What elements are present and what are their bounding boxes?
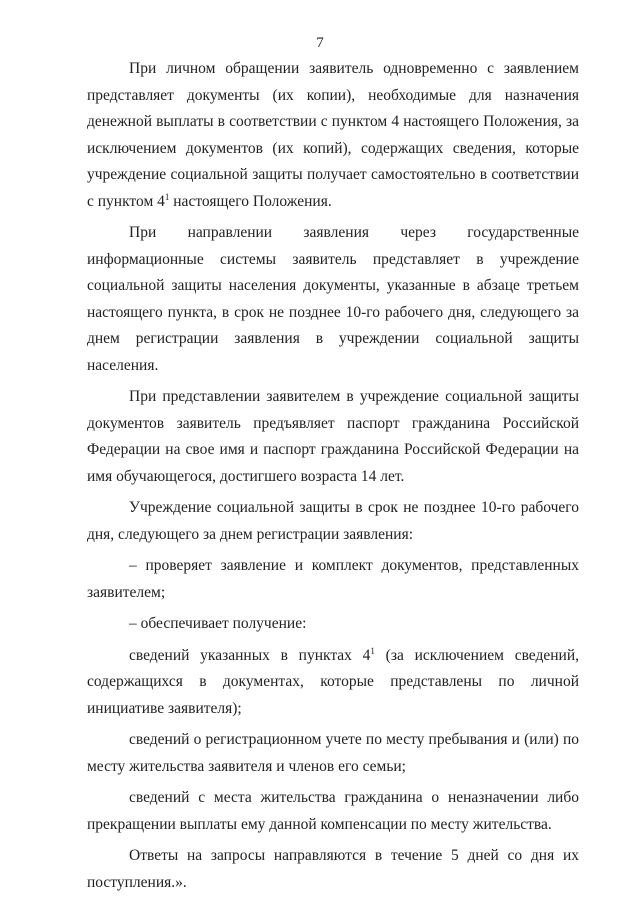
- paragraph-registration-info: сведений о регистрационном учете по месту пребывания и (или) по месту жительства заявителя и членов его семьи;: [87, 731, 579, 775]
- paragraph-text: При личном обращении заявитель одновременно с заявлением представляет документы (их копии), необходимые для назначения денежной выплаты в соответствии с пунктом 4 настоящего Положения, за исключением документов (их копий), содержащих сведения, которые учреждение социальной защиты получает самостоятельно в соответствии с пунктом 4: [87, 60, 579, 210]
- paragraph-text: сведений указанных в пунктах 4: [129, 646, 371, 664]
- list-item-ensures-receipt: – обеспечивает получение:: [129, 615, 307, 632]
- document-body: [87, 56, 579, 901]
- paragraph-personal-application: [87, 56, 579, 215]
- page-number: 7: [316, 35, 324, 51]
- list-item-checks-application: – проверяет заявление и комплект документов, представленных заявителем;: [87, 557, 579, 601]
- paragraph-institution-deadline: Учреждение социальной защиты в срок не позднее 10-го рабочего дня, следующего за днем регистрации заявления:: [87, 499, 579, 543]
- paragraph-passport: При представлении заявителем в учреждение социальной защиты документов заявитель предъявляет паспорт гражданина Российской Федерации на свое имя и паспорт гражданина Российской Федерации на имя обучающегося, достигшего возраста 14 лет.: [87, 388, 579, 485]
- paragraph-text: (за исключением сведений, содержащихся в документах, которые представлены по личной инициативе заявителя);: [87, 646, 579, 717]
- superscript: 1: [164, 191, 170, 202]
- paragraph-electronic-submission: При направлении заявления через государственные информационные системы заявитель представляет в учреждение социальной защиты населения документы, указанные в абзаце третьем настоящего пункта, в срок не позднее 10-го рабочего дня, следующего за днем регистрации заявления в учреждении социальной защиты населения.: [87, 224, 579, 374]
- paragraph-residence-info: сведений с места жительства гражданина о неназначении либо прекращении выплаты ему данной компенсации по месту жительства.: [87, 789, 579, 833]
- superscript: 1: [370, 645, 375, 656]
- paragraph-text: настоящего Положения.: [169, 192, 332, 210]
- paragraph-info-points: [87, 643, 579, 723]
- paragraph-responses: Ответы на запросы направляются в течение 5 дней со дня их поступления.».: [87, 847, 579, 891]
